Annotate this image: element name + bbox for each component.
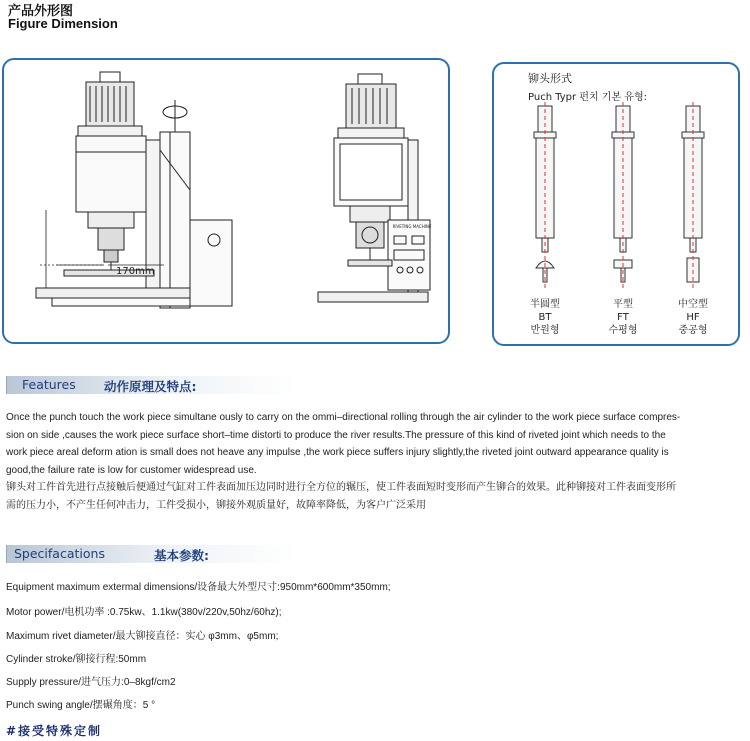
features-line-2: sion on side ,causes the work piece surface short–time distorti to produce the river results.The pressure of this kind of riveted joint which needs to the [6,429,666,441]
rivet-heads-drawing [492,100,736,290]
machine-drawing [4,60,448,342]
features-title-cn: 动作原理及特点: [104,379,197,394]
features-title-en: Features [22,377,76,392]
dim-horizontal-label: 170mm [116,266,155,277]
rivet-type-hf-cn: 中空型 [678,299,708,310]
rivet-type-hf-code: HF [686,312,700,323]
page-title-en: Figure Dimension [8,16,118,31]
figure-dimension-panel [2,58,450,344]
spec-motor-power: Motor power/电机功率 :0.75kw、1.1kw(380v/220v,50hz/60hz); [6,607,282,618]
page-title-cn: 产品外形图 [8,4,74,19]
rivet-type-ft-code: FT [617,312,629,323]
rivet-type-bt-kr: 반원형 [530,325,560,336]
rivet-type-ft [598,298,648,337]
specs-title-en: Specifacations [14,546,105,561]
features-line-cn-2: 需的压力小，不产生任何冲击力，工件受损小，铆接外观质量好，故障率降低，为客户广泛采用 [6,499,426,511]
spec-dimensions: Equipment maximum extermal dimensions/设备最大外型尺寸:950mm*600mm*350mm; [6,582,391,593]
features-line-1: Once the punch touch the work piece simultane ously to carry on the ommi–directional rolling through the air cylinder to the work piece surface compres- [6,412,681,423]
features-description [6,409,746,514]
rivet-panel-title: 铆头形式 [528,72,572,85]
features-line-3: work piece areal deform ation is small does not heave any impulse ,the work piece suffers injury slightly,the riveted joint outward appearance quality is [6,447,669,458]
rivet-type-hf-kr: 중공형 [678,325,708,336]
spec-swing-angle: Punch swing angle/摆碾角度：5 ° [6,700,156,711]
spec-supply-pressure: Supply pressure/进气压力:0–8kgf/cm2 [6,677,176,688]
control-panel-label: RIVETING MACHINE [392,224,432,229]
rivet-type-bt [520,298,570,337]
custom-order-note: #接受特殊定制 [6,724,103,738]
rivet-type-ft-kr: 수평형 [608,325,638,336]
specs-title-cn: 基本参数: [154,548,209,563]
rivet-type-ft-cn: 平型 [613,299,633,310]
rivet-type-hf [668,298,718,337]
rivet-panel-subtitle: Puch Typr 펀치 기본 유형: [528,92,647,103]
spec-rivet-diameter: Maximum rivet diameter/最大铆接直径：实心 φ3mm、φ5mm; [6,631,279,642]
features-line-4: good,the failure rate is low for customer widespread use. [6,464,257,476]
rivet-type-bt-cn: 半圆型 [530,299,560,310]
spec-cylinder-stroke: Cylinder stroke/铆接行程:50mm [6,654,147,665]
features-line-cn-1: 铆头对工件首先进行点接触后便通过气缸对工件表面加压边同时进行全方位的辗压，使工件表面短时变形而产生铆合的效果。此种铆接对工件表面变形所 [6,482,676,493]
rivet-type-bt-code: BT [538,312,552,323]
